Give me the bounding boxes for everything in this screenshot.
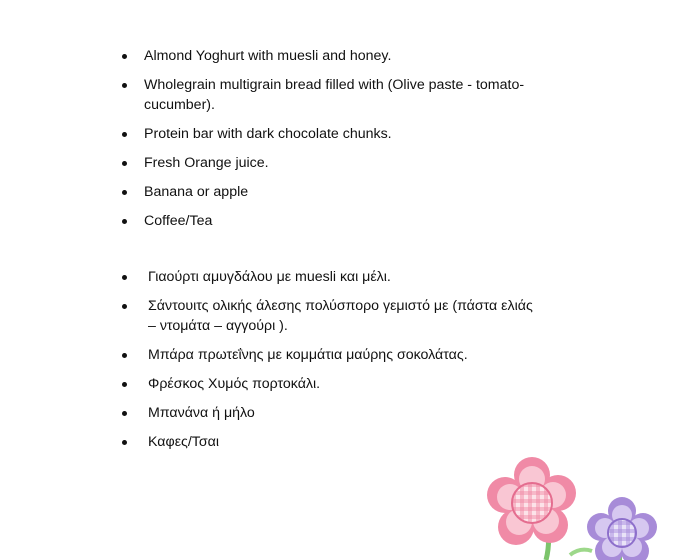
list-item: Protein bar with dark chocolate chunks. [118, 124, 538, 144]
pink-flower-icon [487, 457, 576, 545]
english-menu-list [118, 46, 538, 240]
list-item: Μπάρα πρωτεΐνης με κομμάτια μαύρης σοκολάτας. [118, 345, 538, 365]
flower-decoration [470, 455, 700, 560]
list-item: Σάντουιτς ολικής άλεσης πολύσπορο γεμιστό με (πάστα ελιάς – ντομάτα – αγγούρι ). [118, 296, 538, 336]
list-item: Wholegrain multigrain bread filled with (Olive paste - tomato- cucumber). [118, 75, 538, 115]
list-item: Fresh Orange juice. [118, 153, 538, 173]
list-item: Banana or apple [118, 182, 538, 202]
list-item: Μπανάνα ή μήλο [118, 403, 538, 423]
greek-menu-list [118, 267, 538, 461]
list-item: Almond Yoghurt with muesli and honey. [118, 46, 538, 66]
purple-flower-icon [587, 497, 657, 560]
list-item: Καφες/Τσαι [118, 432, 538, 452]
list-item: Coffee/Tea [118, 211, 538, 231]
list-item: Γιαούρτι αμυγδάλου με muesli και μέλι. [118, 267, 538, 287]
list-item: Φρέσκος Χυμός πορτοκάλι. [118, 374, 538, 394]
